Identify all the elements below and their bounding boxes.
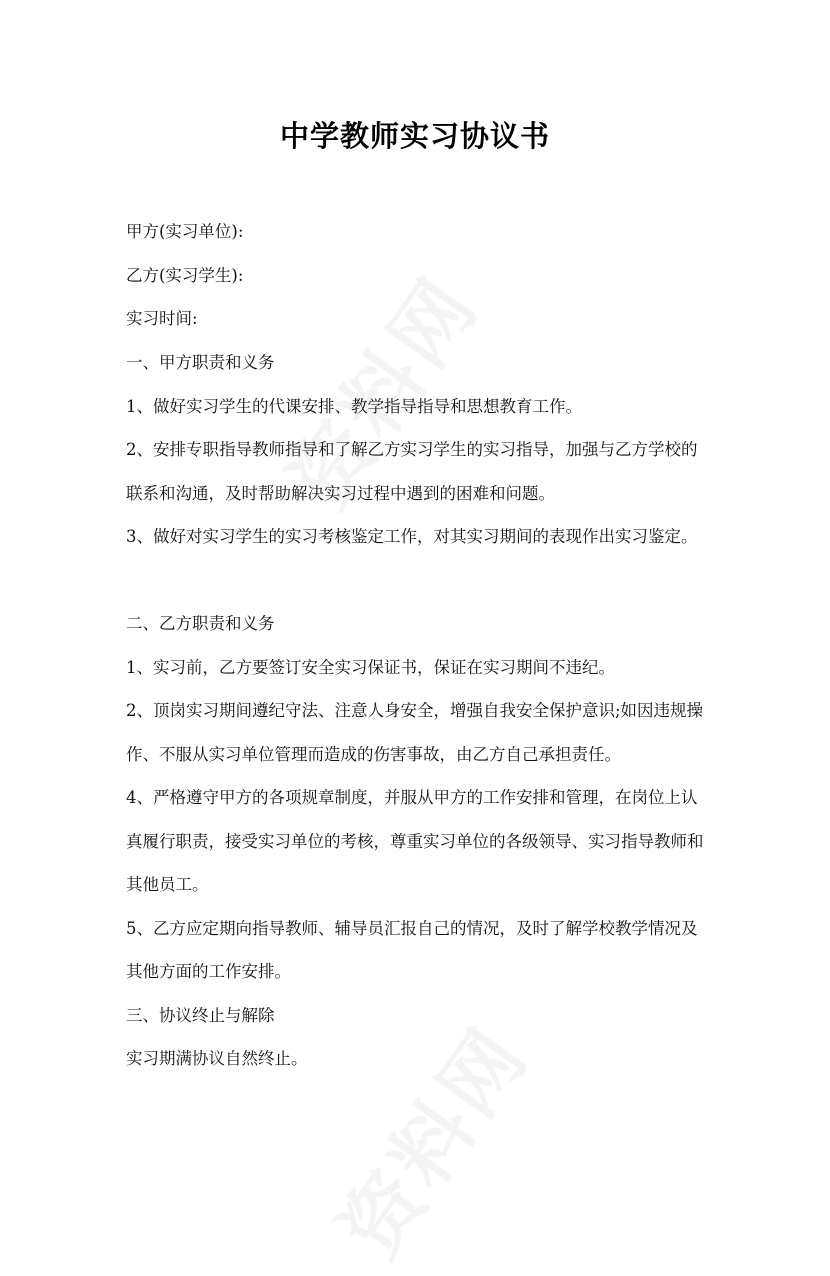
section-heading: 二、乙方职责和义务 xyxy=(126,614,275,633)
paragraph-line: 4、严格遵守甲方的各项规章制度，并服从甲方的工作安排和管理，在岗位上认 xyxy=(126,788,698,807)
internship-period-field: 实习时间: xyxy=(126,309,198,328)
paragraph-line: 2、顶岗实习期间遵纪守法、注意人身安全，增强自我安全保护意识;如因违规操 xyxy=(126,701,704,720)
paragraph-line: 2、安排专职指导教师指导和了解乙方实习学生的实习指导，加强与乙方学校的 xyxy=(126,440,698,459)
paragraph-line: 其他方面的工作安排。 xyxy=(126,962,291,981)
section-heading: 三、协议终止与解除 xyxy=(126,1006,275,1025)
paragraph-line: 作、不服从实习单位管理而造成的伤害事故，由乙方自己承担责任。 xyxy=(126,745,621,764)
paragraph-line: 实习期满协议自然终止。 xyxy=(126,1049,308,1068)
section-heading: 一、甲方职责和义务 xyxy=(126,353,275,372)
paragraph-line: 1、实习前，乙方要签订安全实习保证书，保证在实习期间不违纪。 xyxy=(126,658,615,677)
document-title: 中学教师实习协议书 xyxy=(279,119,550,153)
paragraph-line: 其他员工。 xyxy=(126,875,209,894)
paragraph-line: 5、乙方应定期向指导教师、辅导员汇报自己的情况，及时了解学校教学情况及 xyxy=(126,919,698,938)
party-b-field: 乙方(实习学生): xyxy=(126,266,244,285)
paragraph-line: 联系和沟通，及时帮助解决实习过程中遇到的困难和问题。 xyxy=(126,484,555,503)
watermark xyxy=(308,999,550,1276)
party-a-field: 甲方(实习单位): xyxy=(126,222,244,241)
paragraph-line: 1、做好实习学生的代课安排、教学指导指导和思想教育工作。 xyxy=(126,397,582,416)
paragraph-line: 3、做好对实习学生的实习考核鉴定工作，对其实习期间的表现作出实习鉴定。 xyxy=(126,527,698,546)
paragraph-line: 真履行职责，接受实习单位的考核，尊重实习单位的各级领导、实习指导教师和 xyxy=(126,832,704,851)
